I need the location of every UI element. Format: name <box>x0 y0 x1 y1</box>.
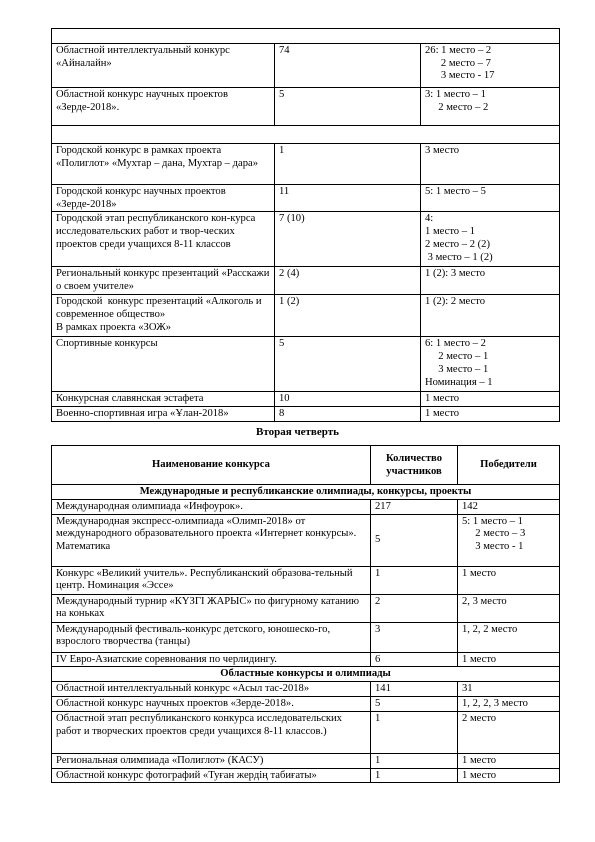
participants-count: 141 <box>371 682 458 697</box>
table-row <box>52 697 560 712</box>
participants-count: 5 <box>275 337 421 392</box>
competition-name: Конкурс «Великий учитель». Республиканский образова-тельный центр. Номинация «Эссе» <box>52 566 371 594</box>
participants-count: 10 <box>275 392 421 407</box>
competition-name: Областной интеллектуальный конкурс «Асыл тас-2018» <box>52 682 371 697</box>
participants-count: 2 <box>371 594 458 622</box>
table-row <box>52 212 560 267</box>
winners: 31 <box>458 682 560 697</box>
participants-count: 1 (2) <box>275 295 421 337</box>
competitions-table-2 <box>51 445 560 783</box>
table-row <box>52 500 560 515</box>
empty-row <box>52 29 560 44</box>
winners: 1 место <box>421 407 560 422</box>
table-row <box>52 768 560 783</box>
table-row <box>52 185 560 212</box>
header-winners: Победители <box>458 446 560 485</box>
participants-count: 1 <box>371 768 458 783</box>
table-row <box>52 295 560 337</box>
header-competition-name: Наименование конкурса <box>52 446 371 485</box>
winners: 1 место <box>458 652 560 667</box>
table-row <box>52 622 560 652</box>
winners: 1 место <box>458 768 560 783</box>
competitions-table-1 <box>51 28 560 422</box>
table-row <box>52 514 560 566</box>
participants-count: 5 <box>371 697 458 712</box>
winners: 26: 1 место – 2 2 место – 7 3 место - 17 <box>421 44 560 88</box>
competition-name: Спортивные конкурсы <box>52 337 275 392</box>
section-title: Областные конкурсы и олимпиады <box>52 667 560 682</box>
competition-name: Областной интеллектуальный конкурс «Айналайн» <box>52 44 275 88</box>
winners: 142 <box>458 500 560 515</box>
competition-name: Городской конкурс в рамках проекта «Полиглот» «Мухтар – дана, Мухтар – дара» <box>52 144 275 185</box>
competition-name: Военно-спортивная игра «Ұлан-2018» <box>52 407 275 422</box>
participants-count: 1 <box>371 711 458 753</box>
table-header-row <box>52 446 560 485</box>
competition-name: Международная экспресс-олимпиада «Олимп-2018» от международного образовательного проекта «Интернет конкурсы». Математика <box>52 514 371 566</box>
participants-count: 7 (10) <box>275 212 421 267</box>
competition-name: Городской конкурс презентаций «Алкоголь и современное общество» В рамках проекта «ЗОЖ» <box>52 295 275 337</box>
table-row <box>52 682 560 697</box>
winners: 3: 1 место – 1 2 место – 2 <box>421 88 560 126</box>
competition-name: Областной конкурс научных проектов «Зерде-2018». <box>52 697 371 712</box>
table-row <box>52 566 560 594</box>
participants-count: 1 <box>371 753 458 768</box>
participants-count: 2 (4) <box>275 267 421 295</box>
participants-count: 6 <box>371 652 458 667</box>
section-row-international <box>52 485 560 500</box>
header-participants: Количество участников <box>371 446 458 485</box>
competition-name: IV Евро-Азиатские соревнования по черлидингу. <box>52 652 371 667</box>
section-heading: Вторая четверть <box>256 426 339 438</box>
competition-name: Городской этап республиканского кон-курса исследовательских работ и твор-ческих проектов среди учащихся 8-11 классов <box>52 212 275 267</box>
table-row <box>52 88 560 126</box>
table-row <box>52 711 560 753</box>
competition-name: Областной конкурс фотографий «Туған жердің табиғаты» <box>52 768 371 783</box>
table-row <box>52 753 560 768</box>
winners: 3 место <box>421 144 560 185</box>
table-row <box>52 594 560 622</box>
competition-name: Региональный конкурс презентаций «Расскажи о своем учителе» <box>52 267 275 295</box>
participants-count: 5 <box>275 88 421 126</box>
winners: 4: 1 место – 1 2 место – 2 (2) 3 место – 1 (2) <box>421 212 560 267</box>
table-row <box>52 407 560 422</box>
participants-count: 74 <box>275 44 421 88</box>
participants-count: 217 <box>371 500 458 515</box>
competition-name: Международный турнир «КҮЗГІ ЖАРЫС» по фигурному катанию на коньках <box>52 594 371 622</box>
winners: 1 (2): 3 место <box>421 267 560 295</box>
competition-name: Городской конкурс научных проектов «Зерде-2018» <box>52 185 275 212</box>
table-row <box>52 392 560 407</box>
competition-name: Региональная олимпиада «Полиглот» (КАСУ) <box>52 753 371 768</box>
winners: 1, 2, 2 место <box>458 622 560 652</box>
participants-count: 11 <box>275 185 421 212</box>
empty-row <box>52 126 560 144</box>
table-row <box>52 144 560 185</box>
section-title: Международные и республиканские олимпиады, конкурсы, проекты <box>52 485 560 500</box>
participants-count: 5 <box>371 514 458 566</box>
competition-name: Конкурсная славянская эстафета <box>52 392 275 407</box>
winners: 1, 2, 2, 3 место <box>458 697 560 712</box>
winners: 1 место <box>458 566 560 594</box>
competition-name: Международный фестиваль-конкурс детского, юношеско-го, взрослого творчества (танцы) <box>52 622 371 652</box>
competition-name: Международная олимпиада «Инфоурок». <box>52 500 371 515</box>
participants-count: 3 <box>371 622 458 652</box>
table-row <box>52 44 560 88</box>
winners: 5: 1 место – 5 <box>421 185 560 212</box>
table-row <box>52 267 560 295</box>
winners: 1 место <box>458 753 560 768</box>
winners: 1 (2): 2 место <box>421 295 560 337</box>
winners: 2, 3 место <box>458 594 560 622</box>
participants-count: 1 <box>371 566 458 594</box>
competition-name: Областной этап республиканского конкурса исследовательских работ и творческих проектов среди учащихся 8-11 классов.) <box>52 711 371 753</box>
winners: 2 место <box>458 711 560 753</box>
table-row <box>52 652 560 667</box>
participants-count: 1 <box>275 144 421 185</box>
participants-count: 8 <box>275 407 421 422</box>
table-row <box>52 337 560 392</box>
competition-name: Областной конкурс научных проектов «Зерде-2018». <box>52 88 275 126</box>
winners: 1 место <box>421 392 560 407</box>
winners: 6: 1 место – 2 2 место – 1 3 место – 1 Номинация – 1 <box>421 337 560 392</box>
section-row-regional <box>52 667 560 682</box>
winners: 5: 1 место – 1 2 место – 3 3 место - 1 <box>458 514 560 566</box>
